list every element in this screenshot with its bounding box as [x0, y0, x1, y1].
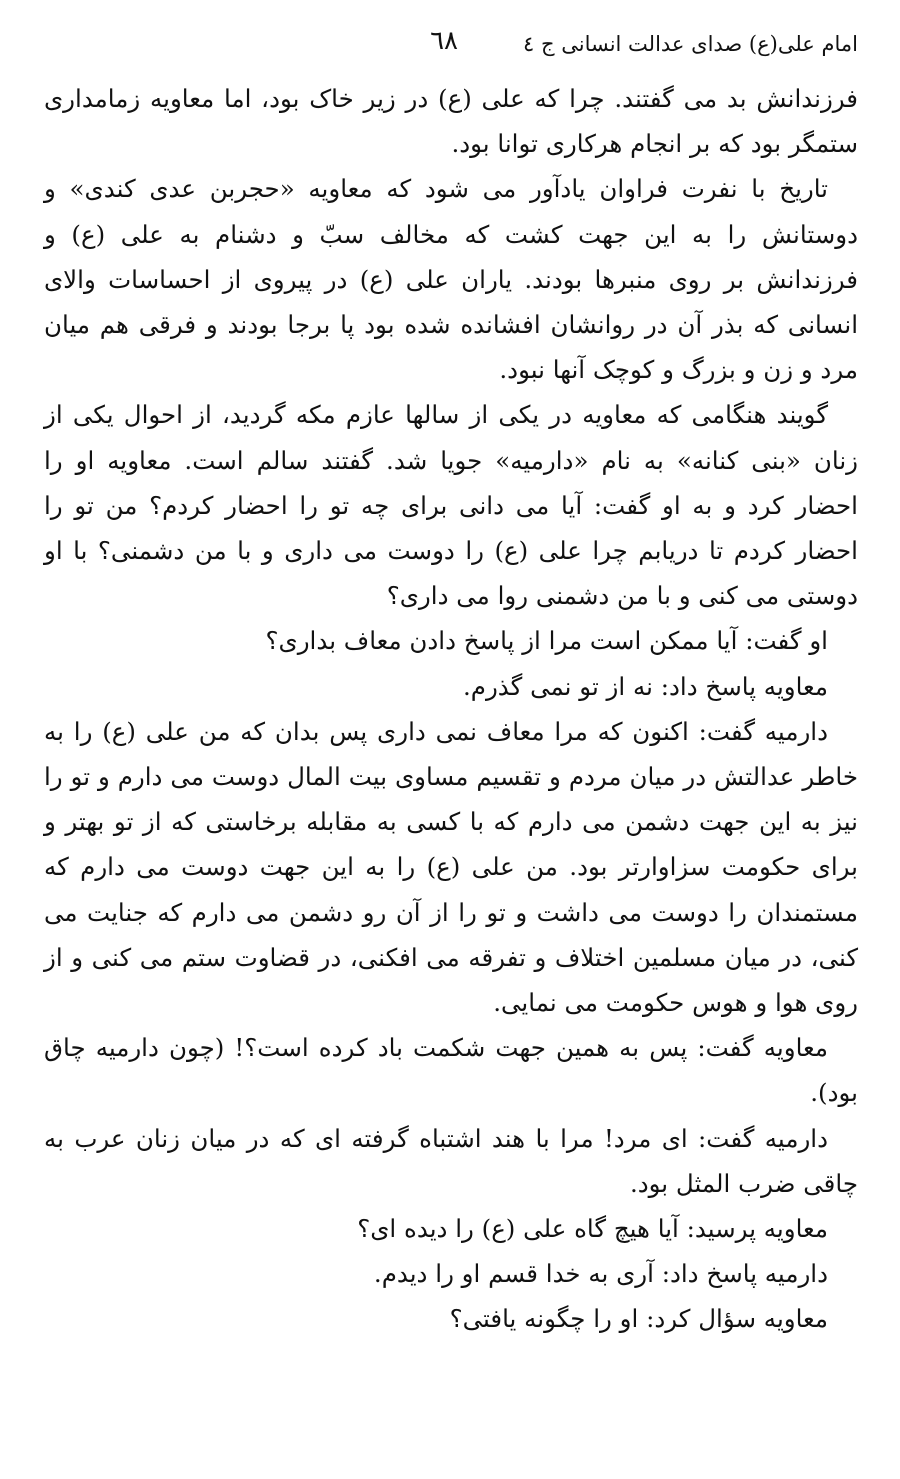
- page-number: ٦٨: [430, 26, 458, 56]
- dialog-line: معاویه سؤال کرد: او را چگونه یافتی؟: [449, 1304, 828, 1334]
- dialog-line: معاویه پرسید: آیا هیچ گاه علی (ع) را دیده ای؟: [357, 1214, 828, 1244]
- dialog-line: او گفت: آیا ممکن است مرا از پاسخ دادن معاف بداری؟: [265, 626, 828, 656]
- page-header: [44, 28, 858, 68]
- paragraph: دارمیه گفت: ای مرد! مرا با هند اشتباه گرفته ای که در میان زنان عرب به چاقی ضرب المثل بود.: [44, 1123, 858, 1198]
- paragraph: فرزندانش بد می گفتند. چرا که علی (ع) در زیر خاک بود، اما معاویه زمامداری ستمگر بود که بر انجام هرکاری توانا بود.: [44, 84, 858, 159]
- body-text: [44, 76, 858, 1342]
- paragraph: گویند هنگامی که معاویه در یکی از سالها عازم مکه گردید، از احوال یکی از زنان «بنی کنانه» به نام «دارمیه» جویا شد. گفتند سالم است. معاویه او را احضار کرد و به او گفت: آیا می دانی برای چه تو را احضار کردم؟ من تو را احضار کردم تا دریابم چرا علی (ع) را دوست می داری و با من دشمنی؟ با او دوستی می کنی و با من دشمنی روا می داری؟: [44, 400, 858, 611]
- running-title: امام علی(ع) صدای عدالت انسانی ج ٤: [523, 32, 858, 56]
- paragraph: دارمیه گفت: اکنون که مرا معاف نمی داری پس بدان که من علی (ع) را به خاطر عدالتش در میان مردم و تقسیم مساوی بیت المال دوست می دارم و تو را نیز به این جهت دشمن می دارم که با کسی به مقابله برخاستی که از تو بهتر و برای حکومت سزاوارتر بود. من علی (ع) را به این جهت دوست می دارم که مستمندان را دوست می داشت و تو را از آن رو دشمن می دارم که جنایت می کنی، در میان مسلمین اختلاف و تفرقه می افکنی، در قضاوت ستم می کنی و از روی هوا و هوس حکومت می نمایی.: [44, 716, 858, 1018]
- paragraph: تاریخ با نفرت فراوان یادآور می شود که معاویه «حجربن عدی کندی» و دوستانش را به این جهت کشت که مخالف سبّ و دشنام به علی (ع) و فرزندانش بر روی منبرها بودند. یاران علی (ع) در پیروی از احساسات والای انسانی که بذر آن در روانشان افشانده شده بود پا برجا بودند و فرقی هم میان مرد و زن و بزرگ و کوچک آنها نبود.: [44, 174, 858, 385]
- paragraph: معاویه گفت: پس به همین جهت شکمت باد کرده است؟! (چون دارمیه چاق بود).: [44, 1033, 858, 1108]
- book-page: [44, 28, 858, 1459]
- dialog-line: معاویه پاسخ داد: نه از تو نمی گذرم.: [463, 671, 828, 701]
- dialog-line: دارمیه پاسخ داد: آری به خدا قسم او را دیدم.: [373, 1259, 828, 1289]
